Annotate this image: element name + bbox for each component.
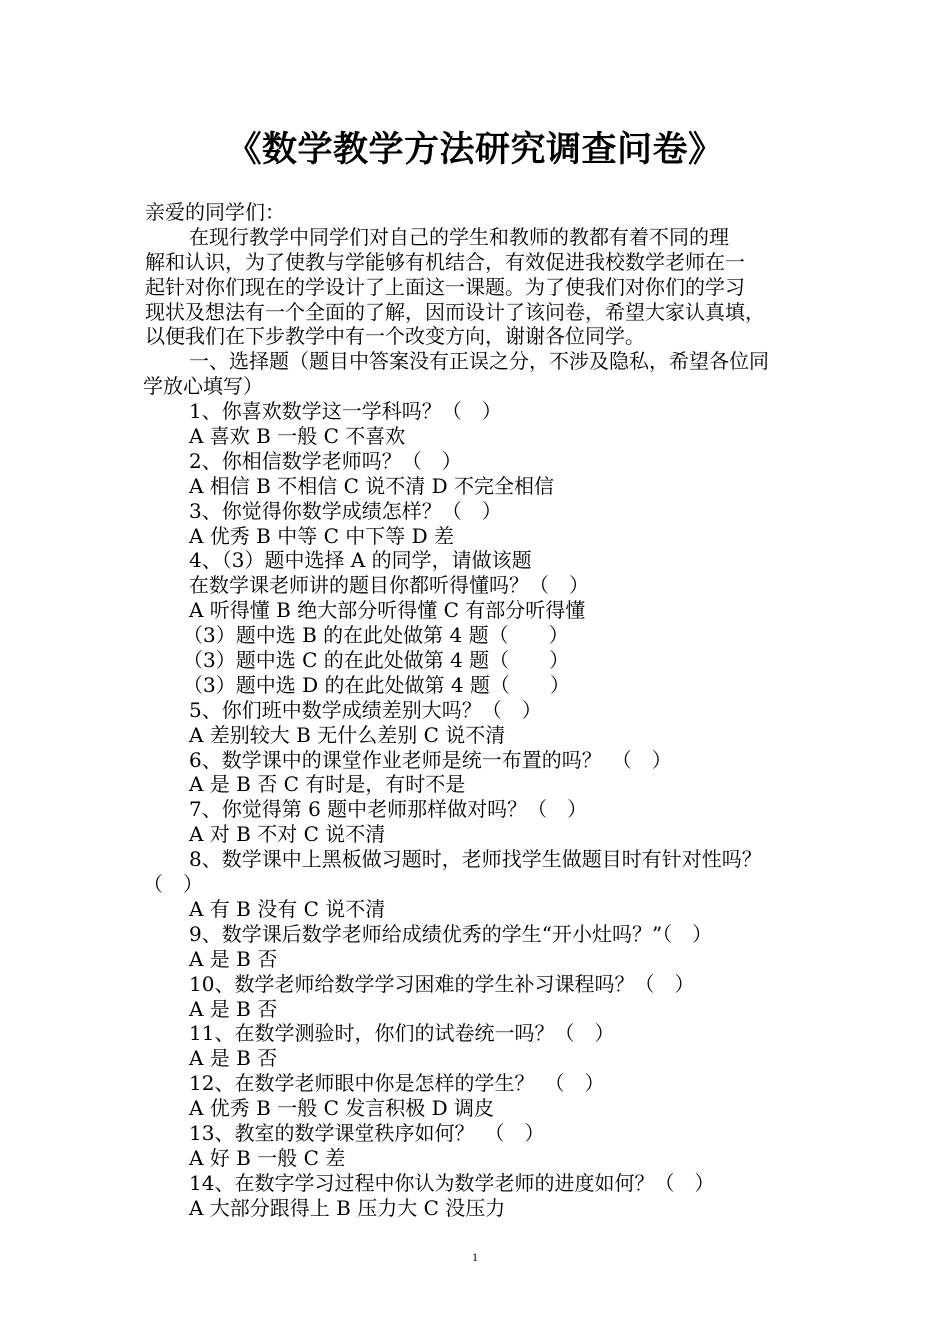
sub-instruction: （3）题中选 C 的在此处做第 4 题（ ） — [183, 648, 570, 673]
answer-options: A 是 B 否 — [189, 1046, 278, 1071]
question: 3、你觉得你数学成绩怎样？（ ） — [189, 498, 502, 523]
question: 9、数学课后数学老师给成绩优秀的学生“开小灶吗？”（ ） — [189, 921, 713, 946]
answer-options: A 有 B 没有 C 说不清 — [189, 896, 386, 921]
answer-options: A 差别较大 B 无什么差别 C 说不清 — [189, 722, 506, 747]
question: 6、数学课中的课堂作业老师是统一布置的吗？ （ ） — [189, 747, 672, 772]
answer-options: A 听得懂 B 绝大部分听得懂 C 有部分听得懂 — [189, 598, 586, 623]
answer-options: A 是 B 否 C 有时是，有时不是 — [189, 772, 466, 797]
section-heading-cont: 学放心填写） — [143, 374, 263, 399]
question: 10、数学老师给数学学习困难的学生补习课程吗？（ ） — [189, 971, 695, 996]
question: 4、（3）题中选择 A 的同学，请做该题 — [189, 548, 532, 573]
answer-options: A 是 B 否 — [189, 946, 278, 971]
intro-line: 在现行教学中同学们对自己的学生和教师的教都有着不同的理 — [189, 224, 729, 249]
question: 在数学课老师讲的题目你都听得懂吗？（ ） — [189, 573, 589, 598]
question: 5、你们班中数学成绩差别大吗？（ ） — [189, 697, 542, 722]
question-cont: （ ） — [143, 872, 203, 897]
intro-line: 现状及想法有一个全面的了解，因而设计了该问卷，希望大家认真填， — [145, 299, 765, 324]
salutation: 亲爱的同学们： — [145, 200, 285, 224]
page-number: 1 — [472, 1250, 478, 1264]
answer-options: A 相信 B 不相信 C 说不清 D 不完全相信 — [189, 473, 554, 498]
question: 11、在数学测验时，你们的试卷统一吗？（ ） — [189, 1021, 615, 1046]
question: 8、数学课中上黑板做习题时，老师找学生做题目时有针对性吗？ — [189, 847, 762, 872]
document-title: 《数学教学方法研究调查问卷》 — [226, 130, 724, 170]
intro-line: 以便我们在下步教学中有一个改变方向，谢谢各位同学。 — [145, 324, 645, 349]
question: 7、你觉得第 6 题中老师那样做对吗？（ ） — [189, 797, 588, 822]
answer-options: A 大部分跟得上 B 压力大 C 没压力 — [189, 1195, 506, 1220]
sub-instruction: （3）题中选 B 的在此处做第 4 题（ ） — [183, 623, 569, 648]
answer-options: A 优秀 B 一般 C 发言积极 D 调皮 — [189, 1096, 494, 1121]
sub-instruction: （3）题中选 D 的在此处做第 4 题（ ） — [183, 672, 570, 697]
answer-options: A 是 B 否 — [189, 996, 278, 1021]
question: 12、在数学老师眼中你是怎样的学生？ （ ） — [189, 1071, 605, 1096]
question: 14、在数字学习过程中你认为数学老师的进度如何？（ ） — [189, 1170, 715, 1195]
question: 2、你相信数学老师吗？（ ） — [189, 448, 462, 473]
answer-options: A 好 B 一般 C 差 — [189, 1145, 346, 1170]
document-body — [145, 200, 825, 1221]
question: 13、教室的数学课堂秩序如何？ （ ） — [189, 1120, 545, 1145]
answer-options: A 优秀 B 中等 C 中下等 D 差 — [189, 523, 454, 548]
intro-line: 起针对你们现在的学设计了上面这一课题。为了使我们对你们的学习 — [145, 274, 745, 299]
question: 1、你喜欢数学这一学科吗？（ ） — [189, 399, 502, 424]
intro-line: 解和认识，为了使教与学能够有机结合，有效促进我校数学老师在一 — [145, 249, 745, 274]
answer-options: A 喜欢 B 一般 C 不喜欢 — [189, 424, 406, 449]
answer-options: A 对 B 不对 C 说不清 — [189, 822, 386, 847]
section-heading: 一、选择题（题目中答案没有正误之分，不涉及隐私，希望各位同 — [189, 349, 769, 374]
